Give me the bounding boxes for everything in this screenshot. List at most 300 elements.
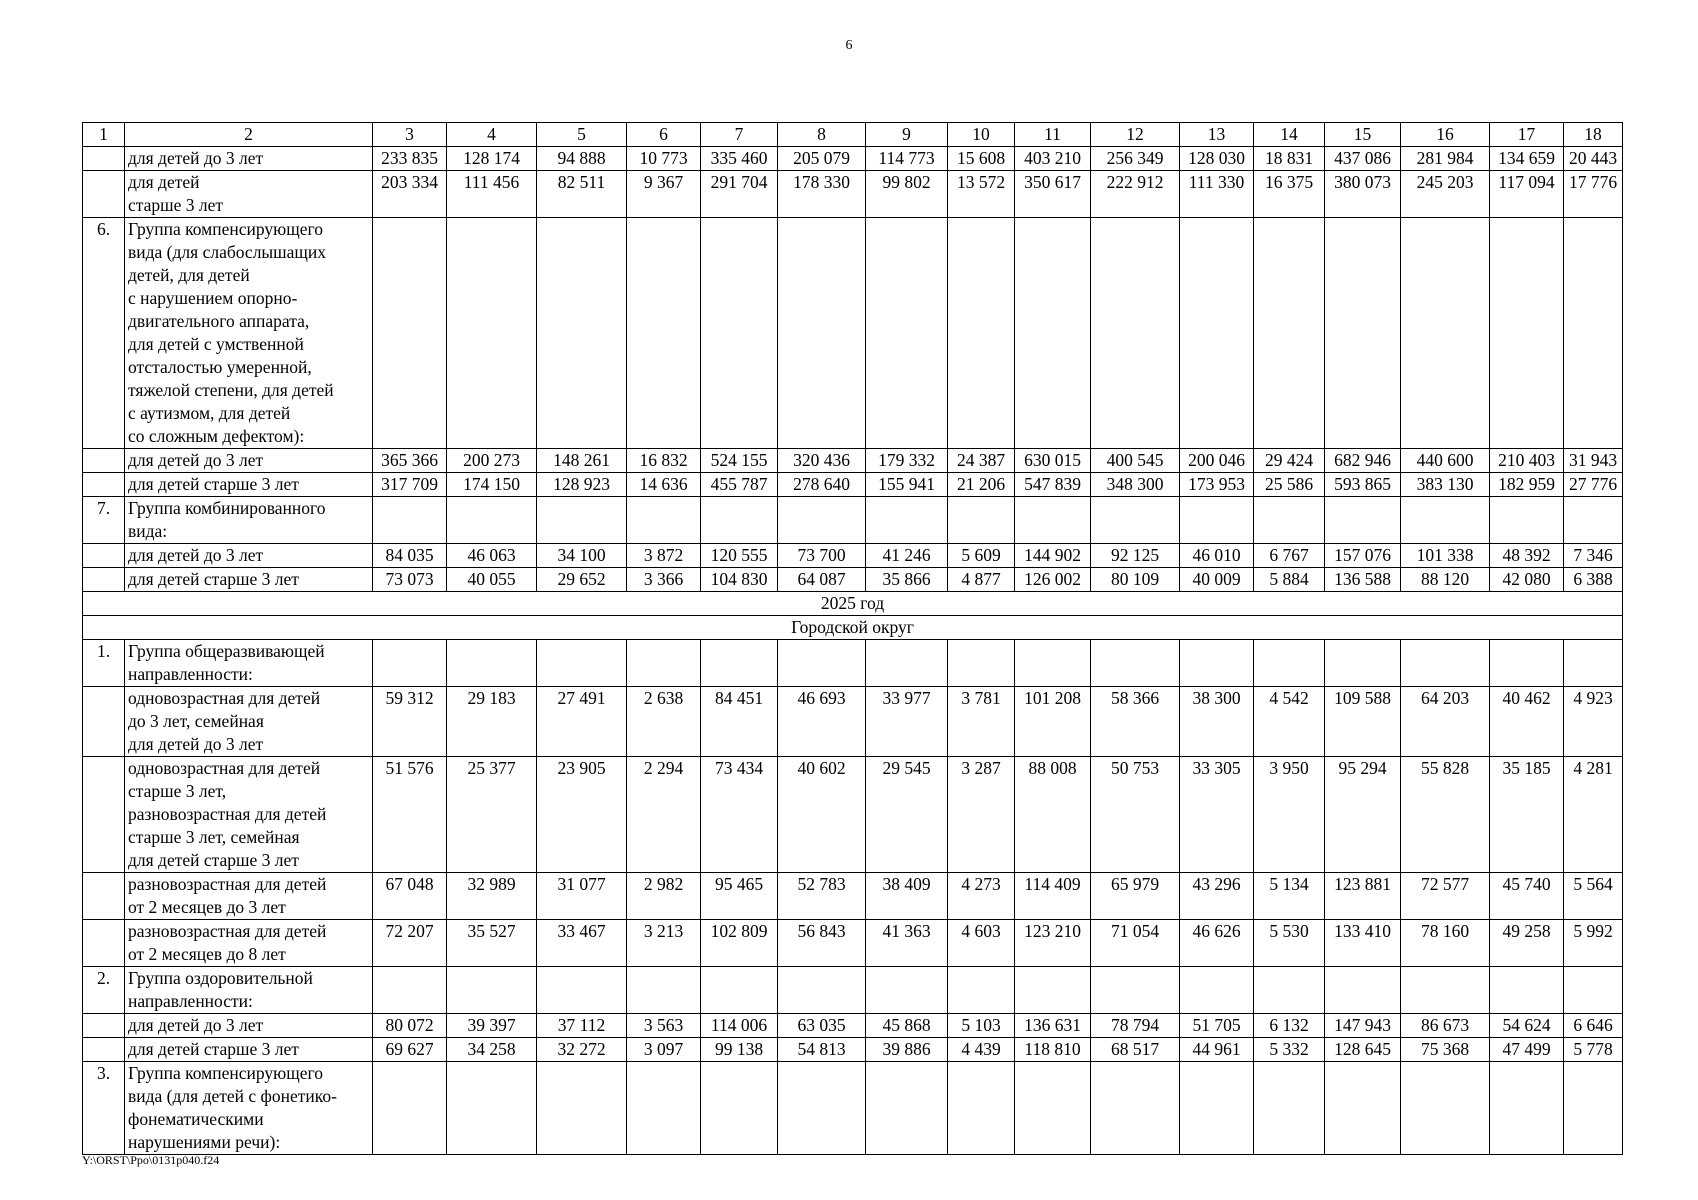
value-cell: 55 828 [1401,757,1490,873]
row-number: 7. [83,497,125,544]
value-cell: 233 835 [373,147,447,171]
value-cell: 6 767 [1254,544,1325,568]
value-cell: 144 902 [1015,544,1091,568]
value-cell: 200 046 [1180,449,1254,473]
value-cell: 31 077 [537,873,627,920]
value-cell: 114 006 [701,1014,778,1038]
row-label: разновозрастная для детей от 2 месяцев до 3 лет [125,873,373,920]
value-cell [627,640,701,687]
value-cell: 21 206 [948,473,1015,497]
value-cell: 46 693 [778,687,866,757]
value-cell: 39 886 [866,1038,948,1062]
value-cell: 24 387 [948,449,1015,473]
table-row [83,147,1623,171]
value-cell: 95 294 [1325,757,1401,873]
value-cell: 222 912 [1091,171,1180,218]
value-cell [866,640,948,687]
value-cell: 38 409 [866,873,948,920]
section-title: 2025 год [83,592,1623,616]
row-number: 6. [83,218,125,449]
value-cell: 43 296 [1180,873,1254,920]
value-cell: 111 456 [447,171,537,218]
value-cell [701,497,778,544]
row-label: Группа компенсирующего вида (для слабослышащих детей, для детей с нарушением опорно- двигательного аппарата, для детей с умственной отсталостью умеренной, тяжелой степени, для детей с аутизмом, для детей со сложным дефектом): [125,218,373,449]
value-cell [1254,218,1325,449]
row-number [83,147,125,171]
value-cell: 99 802 [866,171,948,218]
value-cell: 16 832 [627,449,701,473]
value-cell [1015,1062,1091,1155]
value-cell: 51 705 [1180,1014,1254,1038]
value-cell: 14 636 [627,473,701,497]
row-number [83,473,125,497]
value-cell: 73 700 [778,544,866,568]
value-cell [1015,497,1091,544]
value-cell: 52 783 [778,873,866,920]
value-cell: 147 943 [1325,1014,1401,1038]
value-cell: 4 603 [948,920,1015,967]
value-cell: 27 776 [1564,473,1623,497]
table-row [83,640,1623,687]
value-cell: 256 349 [1091,147,1180,171]
value-cell [373,218,447,449]
value-cell: 23 905 [537,757,627,873]
row-label: для детей до 3 лет [125,449,373,473]
value-cell: 3 213 [627,920,701,967]
value-cell [537,640,627,687]
column-number-header: 1 [83,123,125,147]
value-cell [701,1062,778,1155]
value-cell: 114 773 [866,147,948,171]
value-cell [447,967,537,1014]
value-cell: 34 258 [447,1038,537,1062]
column-number-header: 10 [948,123,1015,147]
value-cell: 99 138 [701,1038,778,1062]
table-row [83,920,1623,967]
value-cell: 33 305 [1180,757,1254,873]
value-cell [1490,1062,1564,1155]
value-cell: 365 366 [373,449,447,473]
value-cell [1401,218,1490,449]
value-cell: 5 609 [948,544,1015,568]
value-cell: 18 831 [1254,147,1325,171]
value-cell: 630 015 [1015,449,1091,473]
value-cell: 48 392 [1490,544,1564,568]
value-cell: 73 434 [701,757,778,873]
value-cell [948,218,1015,449]
value-cell: 46 626 [1180,920,1254,967]
value-cell: 123 210 [1015,920,1091,967]
value-cell [1091,1062,1180,1155]
value-cell: 128 923 [537,473,627,497]
column-number-header: 5 [537,123,627,147]
value-cell [948,640,1015,687]
row-number: 2. [83,967,125,1014]
value-cell: 3 097 [627,1038,701,1062]
value-cell: 46 010 [1180,544,1254,568]
section-row [83,592,1623,616]
value-cell: 335 460 [701,147,778,171]
row-label: для детей старше 3 лет [125,473,373,497]
value-cell [1325,1062,1401,1155]
value-cell: 3 781 [948,687,1015,757]
value-cell: 128 645 [1325,1038,1401,1062]
value-cell [701,640,778,687]
value-cell [1325,497,1401,544]
value-cell [1325,967,1401,1014]
value-cell [1490,497,1564,544]
value-cell [1564,1062,1623,1155]
value-cell: 78 160 [1401,920,1490,967]
row-number [83,449,125,473]
value-cell: 117 094 [1490,171,1564,218]
value-cell: 120 555 [701,544,778,568]
value-cell: 45 740 [1490,873,1564,920]
value-cell: 6 388 [1564,568,1623,592]
value-cell: 25 377 [447,757,537,873]
value-cell: 29 545 [866,757,948,873]
table-row [83,873,1623,920]
value-cell: 383 130 [1401,473,1490,497]
column-number-header: 12 [1091,123,1180,147]
value-cell: 174 150 [447,473,537,497]
value-cell [447,497,537,544]
value-cell: 2 638 [627,687,701,757]
column-number-header: 16 [1401,123,1490,147]
value-cell: 3 950 [1254,757,1325,873]
value-cell: 45 868 [866,1014,948,1038]
value-cell: 173 953 [1180,473,1254,497]
value-cell: 4 877 [948,568,1015,592]
value-cell [1015,967,1091,1014]
value-cell: 380 073 [1325,171,1401,218]
value-cell: 4 923 [1564,687,1623,757]
value-cell: 205 079 [778,147,866,171]
value-cell: 3 563 [627,1014,701,1038]
value-cell: 35 185 [1490,757,1564,873]
value-cell: 86 673 [1401,1014,1490,1038]
table-row [83,218,1623,449]
value-cell [866,218,948,449]
value-cell: 49 258 [1490,920,1564,967]
value-cell [627,497,701,544]
value-cell: 50 753 [1091,757,1180,873]
value-cell [1325,218,1401,449]
value-cell: 101 208 [1015,687,1091,757]
value-cell [447,218,537,449]
value-cell: 35 866 [866,568,948,592]
table-row [83,568,1623,592]
value-cell: 32 989 [447,873,537,920]
column-number-header: 6 [627,123,701,147]
value-cell: 4 542 [1254,687,1325,757]
value-cell: 400 545 [1091,449,1180,473]
value-cell: 33 467 [537,920,627,967]
value-cell: 210 403 [1490,449,1564,473]
value-cell [1015,640,1091,687]
value-cell: 41 246 [866,544,948,568]
value-cell: 94 888 [537,147,627,171]
value-cell [948,497,1015,544]
value-cell: 34 100 [537,544,627,568]
column-number-header: 4 [447,123,537,147]
row-label: Группа общеразвивающей направленности: [125,640,373,687]
value-cell [1564,640,1623,687]
value-cell [1401,640,1490,687]
value-cell: 455 787 [701,473,778,497]
value-cell: 15 608 [948,147,1015,171]
value-cell: 42 080 [1490,568,1564,592]
value-cell: 32 272 [537,1038,627,1062]
value-cell [778,967,866,1014]
value-cell [373,967,447,1014]
row-number [83,920,125,967]
value-cell [1091,967,1180,1014]
value-cell: 128 030 [1180,147,1254,171]
value-cell [1091,640,1180,687]
value-cell: 88 120 [1401,568,1490,592]
value-cell: 148 261 [537,449,627,473]
value-cell: 5 884 [1254,568,1325,592]
table-row [83,757,1623,873]
value-cell: 3 287 [948,757,1015,873]
row-label: одновозрастная для детей старше 3 лет, разновозрастная для детей старше 3 лет, семейная для детей старше 3 лет [125,757,373,873]
value-cell: 440 600 [1401,449,1490,473]
value-cell: 33 977 [866,687,948,757]
value-cell: 46 063 [447,544,537,568]
column-number-header: 7 [701,123,778,147]
row-label: разновозрастная для детей от 2 месяцев до 8 лет [125,920,373,967]
value-cell [1254,1062,1325,1155]
value-cell: 27 491 [537,687,627,757]
value-cell [778,640,866,687]
value-cell: 136 631 [1015,1014,1091,1038]
value-cell: 111 330 [1180,171,1254,218]
row-label: для детей старше 3 лет [125,568,373,592]
row-label: для детей старше 3 лет [125,1038,373,1062]
value-cell: 82 511 [537,171,627,218]
value-cell: 4 439 [948,1038,1015,1062]
value-cell [866,967,948,1014]
value-cell: 102 809 [701,920,778,967]
value-cell: 54 624 [1490,1014,1564,1038]
value-cell: 17 776 [1564,171,1623,218]
header-row [83,123,1623,147]
value-cell: 64 203 [1401,687,1490,757]
value-cell [1254,497,1325,544]
row-number: 3. [83,1062,125,1155]
value-cell [1401,1062,1490,1155]
value-cell: 317 709 [373,473,447,497]
value-cell: 101 338 [1401,544,1490,568]
value-cell: 348 300 [1091,473,1180,497]
column-number-header: 14 [1254,123,1325,147]
row-number: 1. [83,640,125,687]
value-cell: 65 979 [1091,873,1180,920]
column-number-header: 13 [1180,123,1254,147]
table-row [83,497,1623,544]
value-cell: 44 961 [1180,1038,1254,1062]
value-cell: 2 294 [627,757,701,873]
value-cell [1015,218,1091,449]
value-cell [1564,497,1623,544]
value-cell: 75 368 [1401,1038,1490,1062]
value-cell: 80 109 [1091,568,1180,592]
row-label: для детей до 3 лет [125,544,373,568]
value-cell [948,967,1015,1014]
value-cell [866,497,948,544]
table-row [83,473,1623,497]
value-cell [1564,218,1623,449]
value-cell: 40 602 [778,757,866,873]
value-cell [778,1062,866,1155]
table-row [83,544,1623,568]
value-cell: 7 346 [1564,544,1623,568]
value-cell: 291 704 [701,171,778,218]
row-label: для детей до 3 лет [125,147,373,171]
column-number-header: 8 [778,123,866,147]
value-cell: 78 794 [1091,1014,1180,1038]
value-cell: 128 174 [447,147,537,171]
value-cell: 524 155 [701,449,778,473]
column-number-header: 11 [1015,123,1091,147]
value-cell: 245 203 [1401,171,1490,218]
value-cell: 5 530 [1254,920,1325,967]
value-cell: 31 943 [1564,449,1623,473]
row-label: Группа оздоровительной направленности: [125,967,373,1014]
value-cell [1180,1062,1254,1155]
page-number: 6 [845,38,853,53]
value-cell [1091,218,1180,449]
value-cell: 155 941 [866,473,948,497]
value-cell: 72 207 [373,920,447,967]
section-title: Городской округ [83,616,1623,640]
value-cell: 200 273 [447,449,537,473]
value-cell: 63 035 [778,1014,866,1038]
value-cell: 179 332 [866,449,948,473]
value-cell: 72 577 [1401,873,1490,920]
value-cell: 16 375 [1254,171,1325,218]
value-cell [627,1062,701,1155]
row-label: Группа компенсирующего вида (для детей с фонетико- фонематическими нарушениями речи): [125,1062,373,1155]
value-cell [1401,497,1490,544]
value-cell: 56 843 [778,920,866,967]
value-cell [373,497,447,544]
value-cell [1180,967,1254,1014]
value-cell: 40 055 [447,568,537,592]
column-number-header: 3 [373,123,447,147]
value-cell: 4 273 [948,873,1015,920]
value-cell: 133 410 [1325,920,1401,967]
row-number [83,568,125,592]
value-cell [537,1062,627,1155]
value-cell [948,1062,1015,1155]
value-cell: 35 527 [447,920,537,967]
value-cell: 40 462 [1490,687,1564,757]
value-cell: 9 367 [627,171,701,218]
value-cell: 40 009 [1180,568,1254,592]
table-row [83,967,1623,1014]
row-number [83,171,125,218]
value-cell: 69 627 [373,1038,447,1062]
value-cell [1180,640,1254,687]
value-cell: 84 451 [701,687,778,757]
value-cell: 5 778 [1564,1038,1623,1062]
value-cell: 593 865 [1325,473,1401,497]
value-cell: 5 992 [1564,920,1623,967]
value-cell [1254,967,1325,1014]
table-row [83,171,1623,218]
table-row [83,1038,1623,1062]
value-cell [373,640,447,687]
value-cell: 157 076 [1325,544,1401,568]
value-cell [1180,218,1254,449]
table-row [83,1014,1623,1038]
value-cell [447,1062,537,1155]
value-cell: 182 959 [1490,473,1564,497]
value-cell: 136 588 [1325,568,1401,592]
column-number-header: 15 [1325,123,1401,147]
value-cell: 58 366 [1091,687,1180,757]
value-cell: 123 881 [1325,873,1401,920]
value-cell: 54 813 [778,1038,866,1062]
value-cell: 73 073 [373,568,447,592]
row-number [83,544,125,568]
value-cell: 59 312 [373,687,447,757]
value-cell: 13 572 [948,171,1015,218]
value-cell: 118 810 [1015,1038,1091,1062]
value-cell [1490,640,1564,687]
value-cell: 278 640 [778,473,866,497]
value-cell: 80 072 [373,1014,447,1038]
value-cell: 5 564 [1564,873,1623,920]
value-cell [627,218,701,449]
value-cell: 47 499 [1490,1038,1564,1062]
section-row [83,616,1623,640]
value-cell: 20 443 [1564,147,1623,171]
value-cell: 68 517 [1091,1038,1180,1062]
value-cell: 5 134 [1254,873,1325,920]
value-cell [1325,640,1401,687]
value-cell [701,967,778,1014]
value-cell: 6 646 [1564,1014,1623,1038]
value-cell: 109 588 [1325,687,1401,757]
row-label: Группа комбинированного вида: [125,497,373,544]
value-cell [1490,967,1564,1014]
value-cell: 134 659 [1490,147,1564,171]
row-number [83,687,125,757]
value-cell: 67 048 [373,873,447,920]
value-cell [1091,497,1180,544]
value-cell [537,497,627,544]
value-cell [1180,497,1254,544]
row-label: для детей до 3 лет [125,1014,373,1038]
value-cell [1564,967,1623,1014]
value-cell: 350 617 [1015,171,1091,218]
value-cell: 84 035 [373,544,447,568]
value-cell [778,497,866,544]
column-number-header: 18 [1564,123,1623,147]
value-cell [778,218,866,449]
value-cell: 4 281 [1564,757,1623,873]
data-table [82,122,1623,1155]
value-cell [627,967,701,1014]
value-cell: 2 982 [627,873,701,920]
column-number-header: 9 [866,123,948,147]
value-cell [866,1062,948,1155]
value-cell: 403 210 [1015,147,1091,171]
value-cell: 10 773 [627,147,701,171]
